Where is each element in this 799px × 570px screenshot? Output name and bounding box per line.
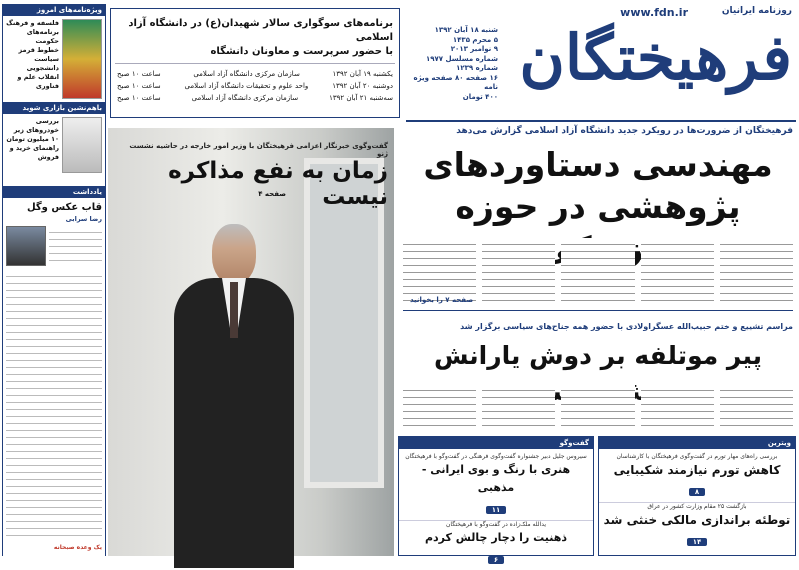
note-body (49, 226, 102, 266)
promo-schedule (111, 64, 399, 108)
vitrine-headline: کاهش تورم نیازمند شکیبایی (613, 463, 781, 477)
schedule-row (117, 68, 393, 80)
photo-story (108, 128, 394, 556)
masthead (406, 4, 796, 122)
interview-kicker: سیروس جلیل دبیر جشنواره گفت‌وگوی فرهنگی در گفت‌وگو با فرهیختگان (405, 453, 587, 460)
date-line: ۵ محرم ۱۴۳۵ (452, 35, 498, 44)
schedule-place: واحد علوم و تحقیقات دانشگاه آزاد اسلامی (184, 82, 309, 90)
interview-item[interactable] (399, 520, 593, 570)
lead-column (561, 238, 634, 306)
second-column (482, 384, 555, 430)
note-author: رضا سرابی (65, 215, 102, 223)
lead-headline-line: مهندسی دستاوردهای (423, 145, 773, 184)
schedule-date: دوشنبه ۲۰ آبان ۱۳۹۲ (332, 82, 393, 90)
interview-page-badge: ۶ (488, 556, 504, 564)
market-thumbnail (62, 117, 102, 173)
schedule-time: ساعت ۱۰ صبح (117, 94, 161, 102)
lead-kicker: فرهیختگان از ضرورت‌ها در رویکرد جدید دانشگاه آزاد اسلامی گزارش می‌دهد (456, 126, 793, 136)
price: ۴۰۰ تومان (462, 92, 498, 101)
schedule-place: سازمان مرکزی دانشگاه آزاد اسلامی (193, 70, 300, 78)
vitrine-kicker: بازگشت ۲۵ مقام وزارت کشور در عراق (647, 503, 747, 510)
lead-headline-line: پژوهشی در حوزه (455, 187, 741, 226)
vitrine-page-badge: ۱۴ (687, 538, 708, 546)
interview-kicker: یدالله ملک‌زاده در گفت‌وگو با فرهیختگان (445, 521, 547, 528)
sidebar-header-supplements: ویژه‌نامه‌های امروز (3, 4, 105, 16)
schedule-date: سه‌شنبه ۲۱ آبان ۱۳۹۲ (329, 94, 393, 102)
supplement-item[interactable]: فلسفه و فرهنگ (6, 19, 59, 27)
note-title: قاب عکس وگل (26, 202, 102, 213)
interview-page-badge: ۱۱ (486, 506, 507, 514)
sidebar-header-note: یادداشت (3, 186, 105, 198)
interview-headline: ذهنیت را دچار چالش کردم (424, 531, 568, 544)
vitrine-item[interactable] (599, 449, 795, 502)
masthead-divider (406, 120, 796, 122)
photo-headline: زمان به نفع مذاکره نیست (168, 158, 388, 210)
interview-item[interactable] (399, 449, 593, 520)
vitrine-page-badge: ۸ (689, 488, 705, 496)
market-block (3, 114, 105, 176)
supplements-block (3, 16, 105, 102)
minister-photo (174, 224, 294, 564)
second-column (641, 384, 714, 430)
date-line: ۱۶ صفحه ۸۰ صفحه ویژه نامه (413, 73, 498, 91)
note-body-continued (6, 270, 102, 540)
photo-caption: گفت‌وگوی خبرنگار اعزامی فرهیختگان با وزیر امور خارجه در حاشیه نشست ژنو (129, 142, 388, 158)
supplement-item[interactable]: برنامه‌های حکومت (26, 28, 59, 45)
lead-column (720, 238, 793, 306)
lead-column (641, 238, 714, 306)
promo-box (110, 8, 400, 118)
lead-page-ref[interactable]: صفحه ۷ را بخوانید (410, 296, 474, 304)
newspaper-logo: فرهیختگان (519, 21, 792, 94)
supplement-item[interactable]: انقلاب علم و فناوری (17, 73, 59, 90)
interview-header: گفت‌وگو (399, 437, 593, 449)
website-link[interactable]: www.fdn.ir (620, 6, 688, 19)
interview-headline: هنری با رنگ و بوی ایرانی - مذهبی (421, 463, 571, 494)
vitrine-headline: توطئه براندازی مالکی خنثی شد (603, 513, 791, 527)
masthead-subtitle: روزنامه ایرانیان (721, 6, 792, 16)
second-body (403, 384, 793, 430)
vitrine-box (598, 436, 796, 556)
second-kicker: مراسم تشییع و ختم حبیب‌الله عسگراولادی با حضور همه جناح‌های سیاسی برگزار شد (460, 322, 793, 331)
promo-headline: برنامه‌های سوگواری سالار شهیدان(ع) در دانشگاه آزاد اسلامی (128, 18, 393, 43)
schedule-time: ساعت ۱۰ صبح (117, 82, 161, 90)
second-headline: پیر موتلفه بر دوش یارانش شد (433, 341, 763, 406)
market-item[interactable]: راهنمای خرید و فروش (9, 144, 59, 161)
sidebar-header-market: باهم‌نشین بازاری شوید (3, 102, 105, 114)
schedule-date: یکشنبه ۱۹ آبان ۱۳۹۲ (332, 70, 393, 78)
schedule-time: ساعت ۱۰ صبح (117, 70, 161, 78)
vitrine-header: ویترین (599, 437, 795, 449)
date-line: ۹ نوامبر ۲۰۱۳ (450, 45, 498, 53)
photo-page-ref[interactable]: صفحه ۴ (258, 190, 286, 198)
schedule-row (117, 92, 393, 104)
promo-subhead: با حضور سرپرست و معاونان دانشگاه (210, 46, 393, 57)
second-column (403, 384, 476, 430)
supplement-item[interactable]: دانشجویی (26, 64, 59, 72)
second-column (561, 384, 634, 430)
vitrine-kicker: بررسی راه‌های مهار تورم در گفت‌وگوی فرهیختگان با کارشناسان (616, 453, 778, 460)
left-sidebar (2, 4, 106, 556)
date-block (410, 26, 498, 102)
date-line: شماره مسلسل ۱۹۷۷ (425, 54, 498, 63)
lead-divider (403, 310, 793, 311)
author-photo (6, 226, 46, 266)
supplement-item[interactable]: خطوط قرمز سیاست (18, 46, 59, 63)
schedule-place: سازمان مرکزی دانشگاه آزاد اسلامی (191, 94, 299, 102)
sidebar-footer-tag: یک وعده صبحانه (53, 544, 102, 551)
market-item[interactable]: بررسی خودروهای زیر ۱۰ میلیون تومان (6, 117, 59, 143)
schedule-row (117, 80, 393, 92)
vitrine-item[interactable] (599, 502, 795, 552)
date-line: شماره ۱۲۳۹ (456, 64, 498, 72)
second-column (720, 384, 793, 430)
date-line: شنبه ۱۸ آبان ۱۳۹۲ (434, 26, 498, 34)
supplement-thumbnail (62, 19, 102, 99)
lead-column (482, 238, 555, 306)
interview-box (398, 436, 594, 564)
